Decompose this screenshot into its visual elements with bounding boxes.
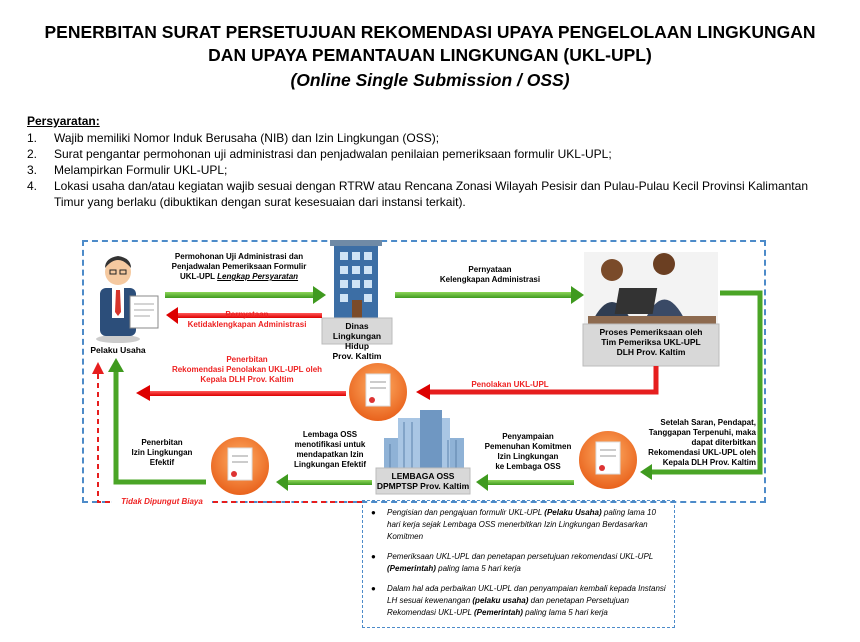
permohonan-line	[168, 272, 310, 282]
ketidaklengkapan-line: Pernyataan	[225, 310, 269, 319]
note-text: paling lama 5 hari kerja	[435, 564, 521, 573]
requirement-number: 2.	[27, 147, 38, 161]
note-bold: (Pemerintah)	[474, 608, 523, 617]
government-building-icon	[384, 410, 464, 472]
tim-label-line: Tim Pemeriksa UKL-UPL	[601, 337, 701, 347]
page-subtitle: (Online Single Submission / OSS)	[290, 70, 570, 90]
requirement-number: 4.	[27, 179, 38, 193]
requirement-number: 3.	[27, 163, 38, 177]
penerbitan-penolakan-label	[162, 355, 332, 385]
page-title-line-1: PENERBITAN SURAT PERSETUJUAN REKOMENDASI UPAYA PENGELOLAAN LINGKUNGAN	[44, 22, 816, 42]
penerbitan-penolakan-line: Penerbitan	[226, 355, 268, 364]
note-text: dan penetapan Persetujuan Rekomendasi UKL-UPL	[387, 596, 629, 617]
penyampaian-line: Penyampaian	[502, 432, 554, 441]
page-title-line-2: DAN UPAYA PEMANTAUAN LINGKUNGAN (UKL-UPL)	[208, 45, 652, 65]
lembaga-notif-line: mendapatkan Izin	[296, 450, 364, 459]
lembaga-label-line: LEMBAGA OSS	[391, 471, 455, 481]
penerbitan-penolakan-line: Rekomendasi Penolakan UKL-UPL oleh	[171, 365, 323, 374]
business-person-icon	[96, 256, 158, 343]
setelah-saran-line: Setelah Saran, Pendapat,	[660, 418, 756, 427]
document-recommendation-icon	[578, 430, 638, 490]
penyampaian-label	[478, 432, 578, 472]
tim-label-line: DLH Prov. Kaltim	[616, 347, 686, 357]
permohonan-line: Penjadwalan Pemeriksaan Formulir	[171, 262, 307, 271]
setelah-saran-label	[636, 418, 756, 468]
note-bold: (Pemerintah)	[387, 564, 436, 573]
penolakan-label: Penolakan UKL-UPL	[471, 380, 549, 389]
note-text: paling lama 10 hari kerja sejak Lembaga OSS menerbitkan Izin Lingkungan Berdasarkan Komitmen	[387, 508, 656, 541]
note-item	[387, 583, 666, 619]
lembaga-notif-line: Lingkungan Efektif	[294, 460, 366, 469]
note-text: Pemeriksaan UKL-UPL dan penetapan persetujuan rekomendasi UKL-UPL	[387, 552, 654, 561]
penyampaian-line: Izin Lingkungan	[497, 452, 559, 461]
arrow-pernyataan-kelengkapan	[395, 286, 584, 304]
timeline-notes	[362, 500, 675, 628]
lembaga-notif-line: menotifikasi untuk	[294, 440, 366, 449]
pelaku-usaha-label: Pelaku Usaha	[90, 345, 146, 355]
tim-label	[583, 327, 719, 357]
note-bold: (pelaku usaha)	[472, 596, 529, 605]
requirement-number: 1.	[27, 131, 38, 145]
ketidaklengkapan-label	[172, 312, 322, 330]
meeting-team-icon	[584, 252, 718, 324]
penerbitan-izin-line: Penerbitan	[141, 438, 183, 447]
penyampaian-line: Pemenuhan Komitmen	[484, 442, 572, 451]
lembaga-notif-label	[288, 430, 372, 470]
pernyataan-line: Pernyataan	[468, 265, 512, 274]
setelah-saran-line: Tanggapan Terpenuhi, maka	[648, 428, 756, 437]
requirement-text: Wajib memiliki Nomor Induk Berusaha (NIB) dan Izin Lingkungan (OSS);	[54, 131, 440, 145]
note-item	[387, 507, 666, 543]
penerbitan-izin-line: Efektif	[149, 458, 175, 467]
penerbitan-penolakan-line: Kepala DLH Prov. Kaltim	[200, 375, 294, 384]
dinas-label-line: Prov. Kaltim	[332, 351, 382, 361]
ketidaklengkapan-line: Ketidaklengkapan Administrasi	[187, 320, 307, 329]
arrow-permohonan	[165, 286, 326, 304]
lembaga-label-line: DPMPTSP Prov. Kaltim	[376, 481, 470, 491]
arrow-lembaga-notif	[276, 474, 372, 491]
dinas-label-line: Dinas Lingkungan Hidup	[332, 321, 382, 351]
arrow-penerbitan-penolakan	[136, 385, 346, 401]
permohonan-line: Permohonan Uji Administrasi dan	[174, 252, 304, 261]
penerbitan-izin-line: Izin Lingkungan	[131, 448, 193, 457]
note-bold: (Pelaku Usaha)	[544, 508, 602, 517]
arrow-penyampaian	[476, 474, 574, 491]
permohonan-label	[168, 252, 310, 282]
note-text: Dalam hal ada perbaikan UKL-UPL dan penyampaian kembali kepada Instansi LH sesuai kewenangan	[387, 584, 666, 605]
dinas-label	[322, 321, 392, 361]
document-rejection-icon	[348, 362, 408, 422]
setelah-saran-line: Rekomendasi UKL-UPL oleh	[648, 448, 756, 457]
note-text: paling lama 5 hari kerja	[522, 608, 608, 617]
office-building-icon	[330, 240, 382, 318]
note-text: Pengisian dan pengajuan formulir UKL-UPL	[387, 508, 545, 517]
penyampaian-line: ke Lembaga OSS	[495, 462, 561, 471]
lembaga-notif-line: Lembaga OSS	[302, 430, 358, 439]
tim-label-line: Proses Pemeriksaan oleh	[599, 327, 703, 337]
setelah-saran-line: Kepala DLH Prov. Kaltim	[662, 458, 756, 467]
requirements-heading: Persyaratan:	[27, 114, 100, 128]
document-permit-icon	[210, 436, 270, 496]
requirement-text: Melampirkan Formulir UKL-UPL;	[54, 163, 228, 177]
pernyataan-line: Kelengkapan Administrasi	[439, 275, 541, 284]
lembaga-label	[376, 471, 470, 491]
tidak-dipungut-label: Tidak Dipungut Biaya	[112, 497, 212, 507]
note-item	[387, 551, 666, 575]
penerbitan-izin-label	[122, 438, 202, 468]
requirement-text: Lokasi usaha dan/atau kegiatan wajib sesuai dengan RTRW atau Rencana Zonasi Wilayah Pesisir dan Pulau-Pulau Kecil Provinsi Kalimantan Timur yang berlaku (dibuktikan dengan surat kesesuaian dari instansi terkait).	[54, 179, 808, 209]
permohonan-italic: Lengkap Persyaratan	[217, 272, 299, 281]
permohonan-plain: UKL-UPL	[179, 272, 218, 281]
setelah-saran-line: dapat diterbitkan	[691, 438, 756, 447]
requirement-text: Surat pengantar permohonan uji administrasi dan penjadwalan penilaian pemeriksaan formulir UKL-UPL;	[54, 147, 612, 161]
pernyataan-kelengkapan-label	[420, 265, 560, 285]
